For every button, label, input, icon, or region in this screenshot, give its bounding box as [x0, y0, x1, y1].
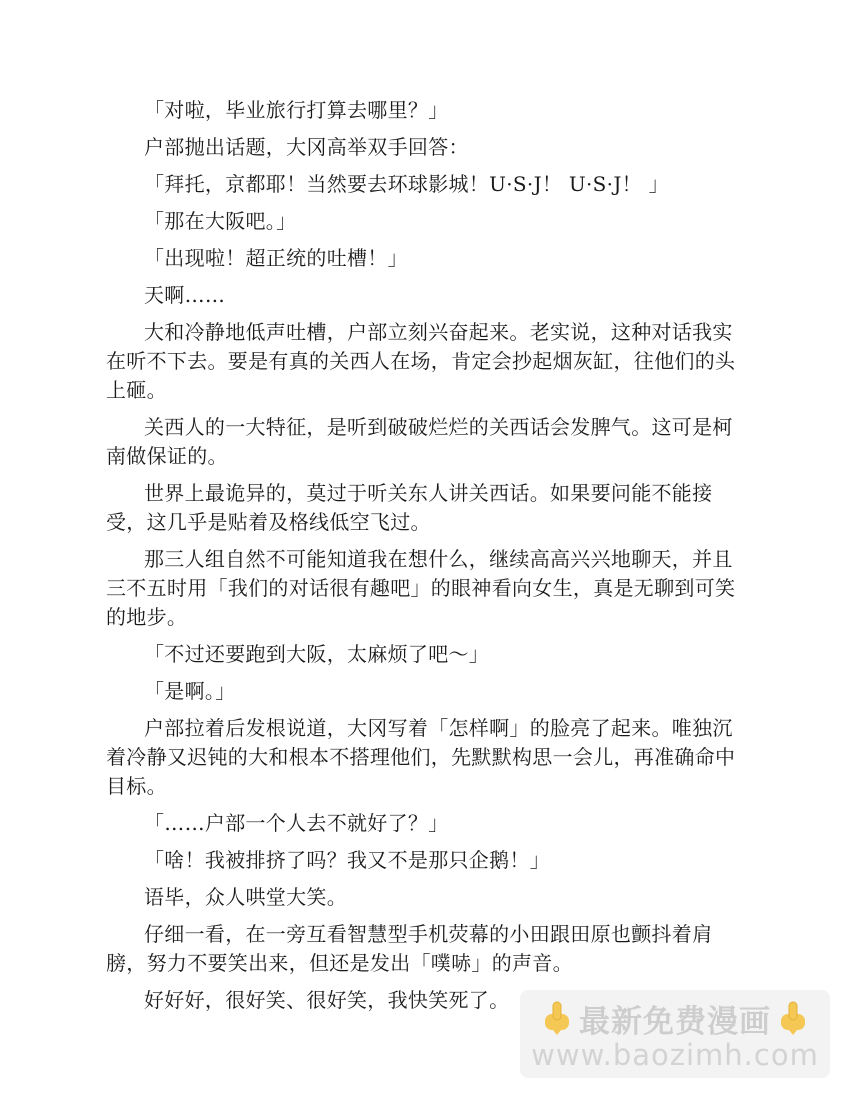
paragraph: 世界上最诡异的，莫过于听关东人讲关西话。如果要问能不能接受，这几乎是贴着及格线低空飞过。: [106, 481, 713, 534]
paragraph: 语毕，众人哄堂大笑。: [144, 885, 347, 909]
paragraph: 仔细一看，在一旁互看智慧型手机荧幕的小田跟田原也颤抖着肩膀，努力不要笑出来，但还是发出「噗哧」的声音。: [106, 922, 713, 975]
pointing-down-hand-icon: [777, 1000, 809, 1036]
paragraph: 「那在大阪吧。」: [144, 209, 297, 233]
paragraph: 「……户部一个人去不就好了？」: [144, 811, 449, 835]
watermark-title-row: [520, 998, 830, 1038]
paragraph: 「啥！我被排挤了吗？我又不是那只企鹅！」: [144, 848, 550, 872]
paragraph: 「不过还要跑到大阪，太麻烦了吧～」: [144, 642, 490, 666]
paragraph: 好好好，很好笑、很好笑，我快笑死了。: [144, 988, 510, 1012]
watermark-url: www.baozimh.com: [531, 1038, 819, 1072]
paragraph: 大和冷静地低声吐槽，户部立刻兴奋起来。老实说，这种对话我实在听不下去。要是有真的关西人在场，肯定会抄起烟灰缸，往他们的头上砸。: [106, 320, 736, 402]
text-body: [106, 96, 748, 1023]
paragraph: 「是啊。」: [144, 679, 236, 703]
pointing-down-hand-icon: [541, 1000, 573, 1036]
paragraph: 户部抛出话题，大冈高举双手回答：: [144, 135, 469, 159]
paragraph: 「拜托，京都耶！当然要去环球影城！U·S·J！ U·S·J！ 」: [144, 172, 669, 196]
paragraph: 「出现啦！超正统的吐槽！」: [144, 246, 408, 270]
paragraph: 「对啦，毕业旅行打算去哪里？」: [144, 98, 449, 122]
paragraph: 关西人的一大特征，是听到破破烂烂的关西话会发脾气。这可是柯南做保证的。: [106, 415, 733, 468]
watermark: [520, 990, 830, 1078]
paragraph: 天啊……: [144, 283, 226, 307]
paragraph: 那三人组自然不可能知道我在想什么，继续高高兴兴地聊天，并且三不五时用「我们的对话很有趣吧」的眼神看向女生，真是无聊到可笑的地步。: [106, 547, 736, 629]
paragraph: 户部拉着后发根说道，大冈写着「怎样啊」的脸亮了起来。唯独沉着冷静又迟钝的大和根本不搭理他们，先默默构思一会儿，再准确命中目标。: [106, 716, 736, 798]
watermark-title: 最新免费漫画: [579, 1003, 771, 1040]
